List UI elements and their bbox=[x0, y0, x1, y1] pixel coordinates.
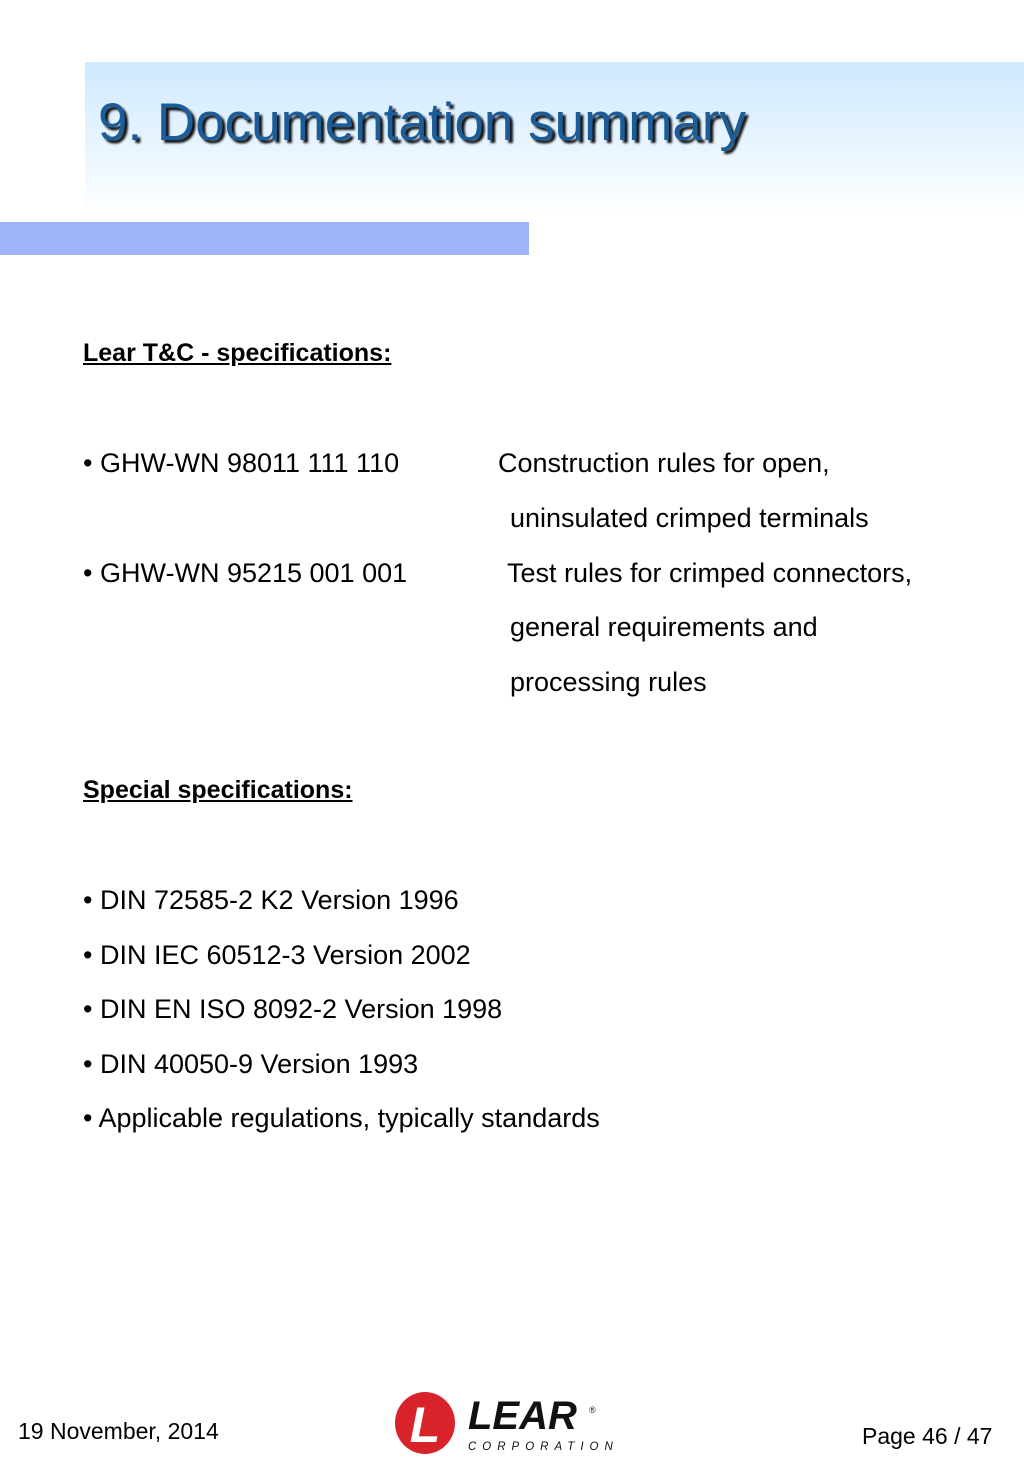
special-spec-item: • DIN 40050-9 Version 1993 bbox=[83, 1049, 419, 1079]
bullet: • bbox=[83, 448, 93, 478]
lear-spec-code-1 bbox=[83, 447, 399, 479]
lear-mark-icon bbox=[395, 1392, 455, 1454]
spec-code: GHW-WN 98011 111 110 bbox=[99, 448, 400, 478]
page-number: Page 46 / 47 bbox=[862, 1423, 993, 1449]
footer-date: 19 November, 2014 bbox=[18, 1418, 219, 1444]
special-spec-item: • DIN EN ISO 8092-2 Version 1998 bbox=[83, 994, 503, 1024]
lear-spec-desc-1-line-1: Construction rules for open, bbox=[498, 448, 830, 478]
special-spec-item: • Applicable regulations, typically standards bbox=[83, 1103, 600, 1133]
special-spec-item: • DIN 72585-2 K2 Version 1996 bbox=[83, 885, 459, 915]
lear-corporation-logo bbox=[392, 1388, 624, 1458]
logo-mark-letter: L bbox=[409, 1397, 441, 1453]
lear-spec-code-2 bbox=[83, 557, 407, 589]
lear-spec-desc-2-line-3: processing rules bbox=[510, 667, 707, 697]
logo-wordmark: LEAR bbox=[468, 1394, 577, 1438]
special-specs-heading: Special specifications: bbox=[83, 776, 353, 804]
spec-code: GHW-WN 95215 001 001 bbox=[99, 558, 408, 588]
lear-spec-desc-1-line-2: uninsulated crimped terminals bbox=[510, 503, 869, 533]
special-spec-item: • DIN IEC 60512-3 Version 2002 bbox=[83, 940, 471, 970]
lear-spec-desc-2-line-1: Test rules for crimped connectors, bbox=[507, 558, 913, 588]
bullet: • bbox=[83, 558, 93, 588]
logo-subtitle: CORPORATION bbox=[468, 1441, 619, 1453]
lear-spec-desc-2-line-2: general requirements and bbox=[510, 612, 818, 642]
page-title: 9. Documentation summary bbox=[98, 93, 747, 152]
registered-mark: ® bbox=[589, 1405, 596, 1415]
lear-specs-heading: Lear T&C - specifications: bbox=[83, 339, 392, 367]
accent-bar bbox=[0, 222, 529, 255]
